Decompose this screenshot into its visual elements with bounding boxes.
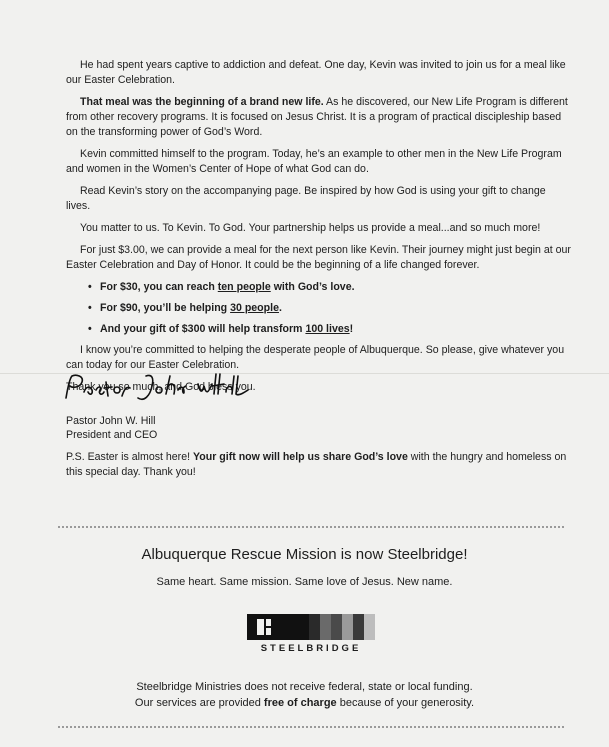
- letter-body: [66, 58, 571, 402]
- logo-block: [320, 614, 331, 640]
- signer-title: President and CEO: [66, 429, 158, 441]
- logo-block: [353, 614, 364, 640]
- letter-paragraph: For just $3.00, we can provide a meal for the next person like Kevin. Their journey might just begin at our Easter Celebration and Day of Honor. It could be the beginning of a life changed forever.: [66, 244, 571, 271]
- logo-block: [364, 614, 375, 640]
- announcement-subline: Same heart. Same mission. Same love of Jesus. New name.: [156, 576, 453, 588]
- dotted-divider: [58, 526, 564, 528]
- logo-mark-icon: [247, 614, 309, 640]
- gift-level-item: • For $90, you’ll be helping 30 people.: [100, 301, 571, 316]
- funding-line: Our services are provided free of charge because of your generosity.: [134, 697, 475, 709]
- letter-paragraph: Kevin committed himself to the program. Today, he’s an example to other men in the New Life Program and women in the Women’s Center of Hope of what God can do.: [66, 148, 562, 175]
- letter-paragraph: That meal was the beginning of a brand new life. As he discovered, our New Life Program is different from other recovery programs. It is focused on Jesus Christ. It is a program of practical discipleship based on the transforming power of God’s Word.: [66, 96, 568, 138]
- logo-block: [309, 614, 320, 640]
- funding-line: Steelbridge Ministries does not receive federal, state or local funding.: [136, 681, 473, 693]
- announcement-headline: Albuquerque Rescue Mission is now Steelbridge!: [141, 546, 468, 563]
- logo-block: [342, 614, 353, 640]
- postscript: P.S. Easter is almost here! Your gift now will help us share God’s love with the hungry and homeless on this special day. Thank you!: [66, 451, 567, 478]
- logo-pixel-blocks: [309, 614, 375, 640]
- gift-level-item: • For $30, you can reach ten people with God’s love.: [100, 280, 571, 295]
- signer-name: Pastor John W. Hill: [66, 415, 156, 427]
- letter-paragraph: You matter to us. To Kevin. To God. Your partnership helps us provide a meal...and so much more!: [80, 222, 541, 234]
- gift-levels-list: [66, 280, 571, 337]
- letter-paragraph: I know you’re committed to helping the desperate people of Albuquerque. So please, give whatever you can today for our Easter Celebration.: [66, 344, 565, 371]
- dotted-divider: [58, 726, 564, 728]
- funding-statement: [0, 679, 609, 711]
- steelbridge-logo: [247, 614, 375, 654]
- logo-wordmark: STEELBRIDGE: [260, 643, 362, 654]
- letter-closing: Thank you so much, and God bless you.: [66, 381, 256, 393]
- letter-paragraph: He had spent years captive to addiction and defeat. One day, Kevin was invited to join us for a meal like our Easter Celebration.: [66, 59, 566, 86]
- logo-block: [331, 614, 342, 640]
- letter-paragraph: Read Kevin’s story on the accompanying page. Be inspired by how God is using your gift to change lives.: [66, 185, 546, 212]
- gift-level-item: • And your gift of $300 will help transform 100 lives!: [100, 322, 571, 337]
- handwritten-signature: [62, 368, 252, 408]
- signature-block: [66, 414, 157, 442]
